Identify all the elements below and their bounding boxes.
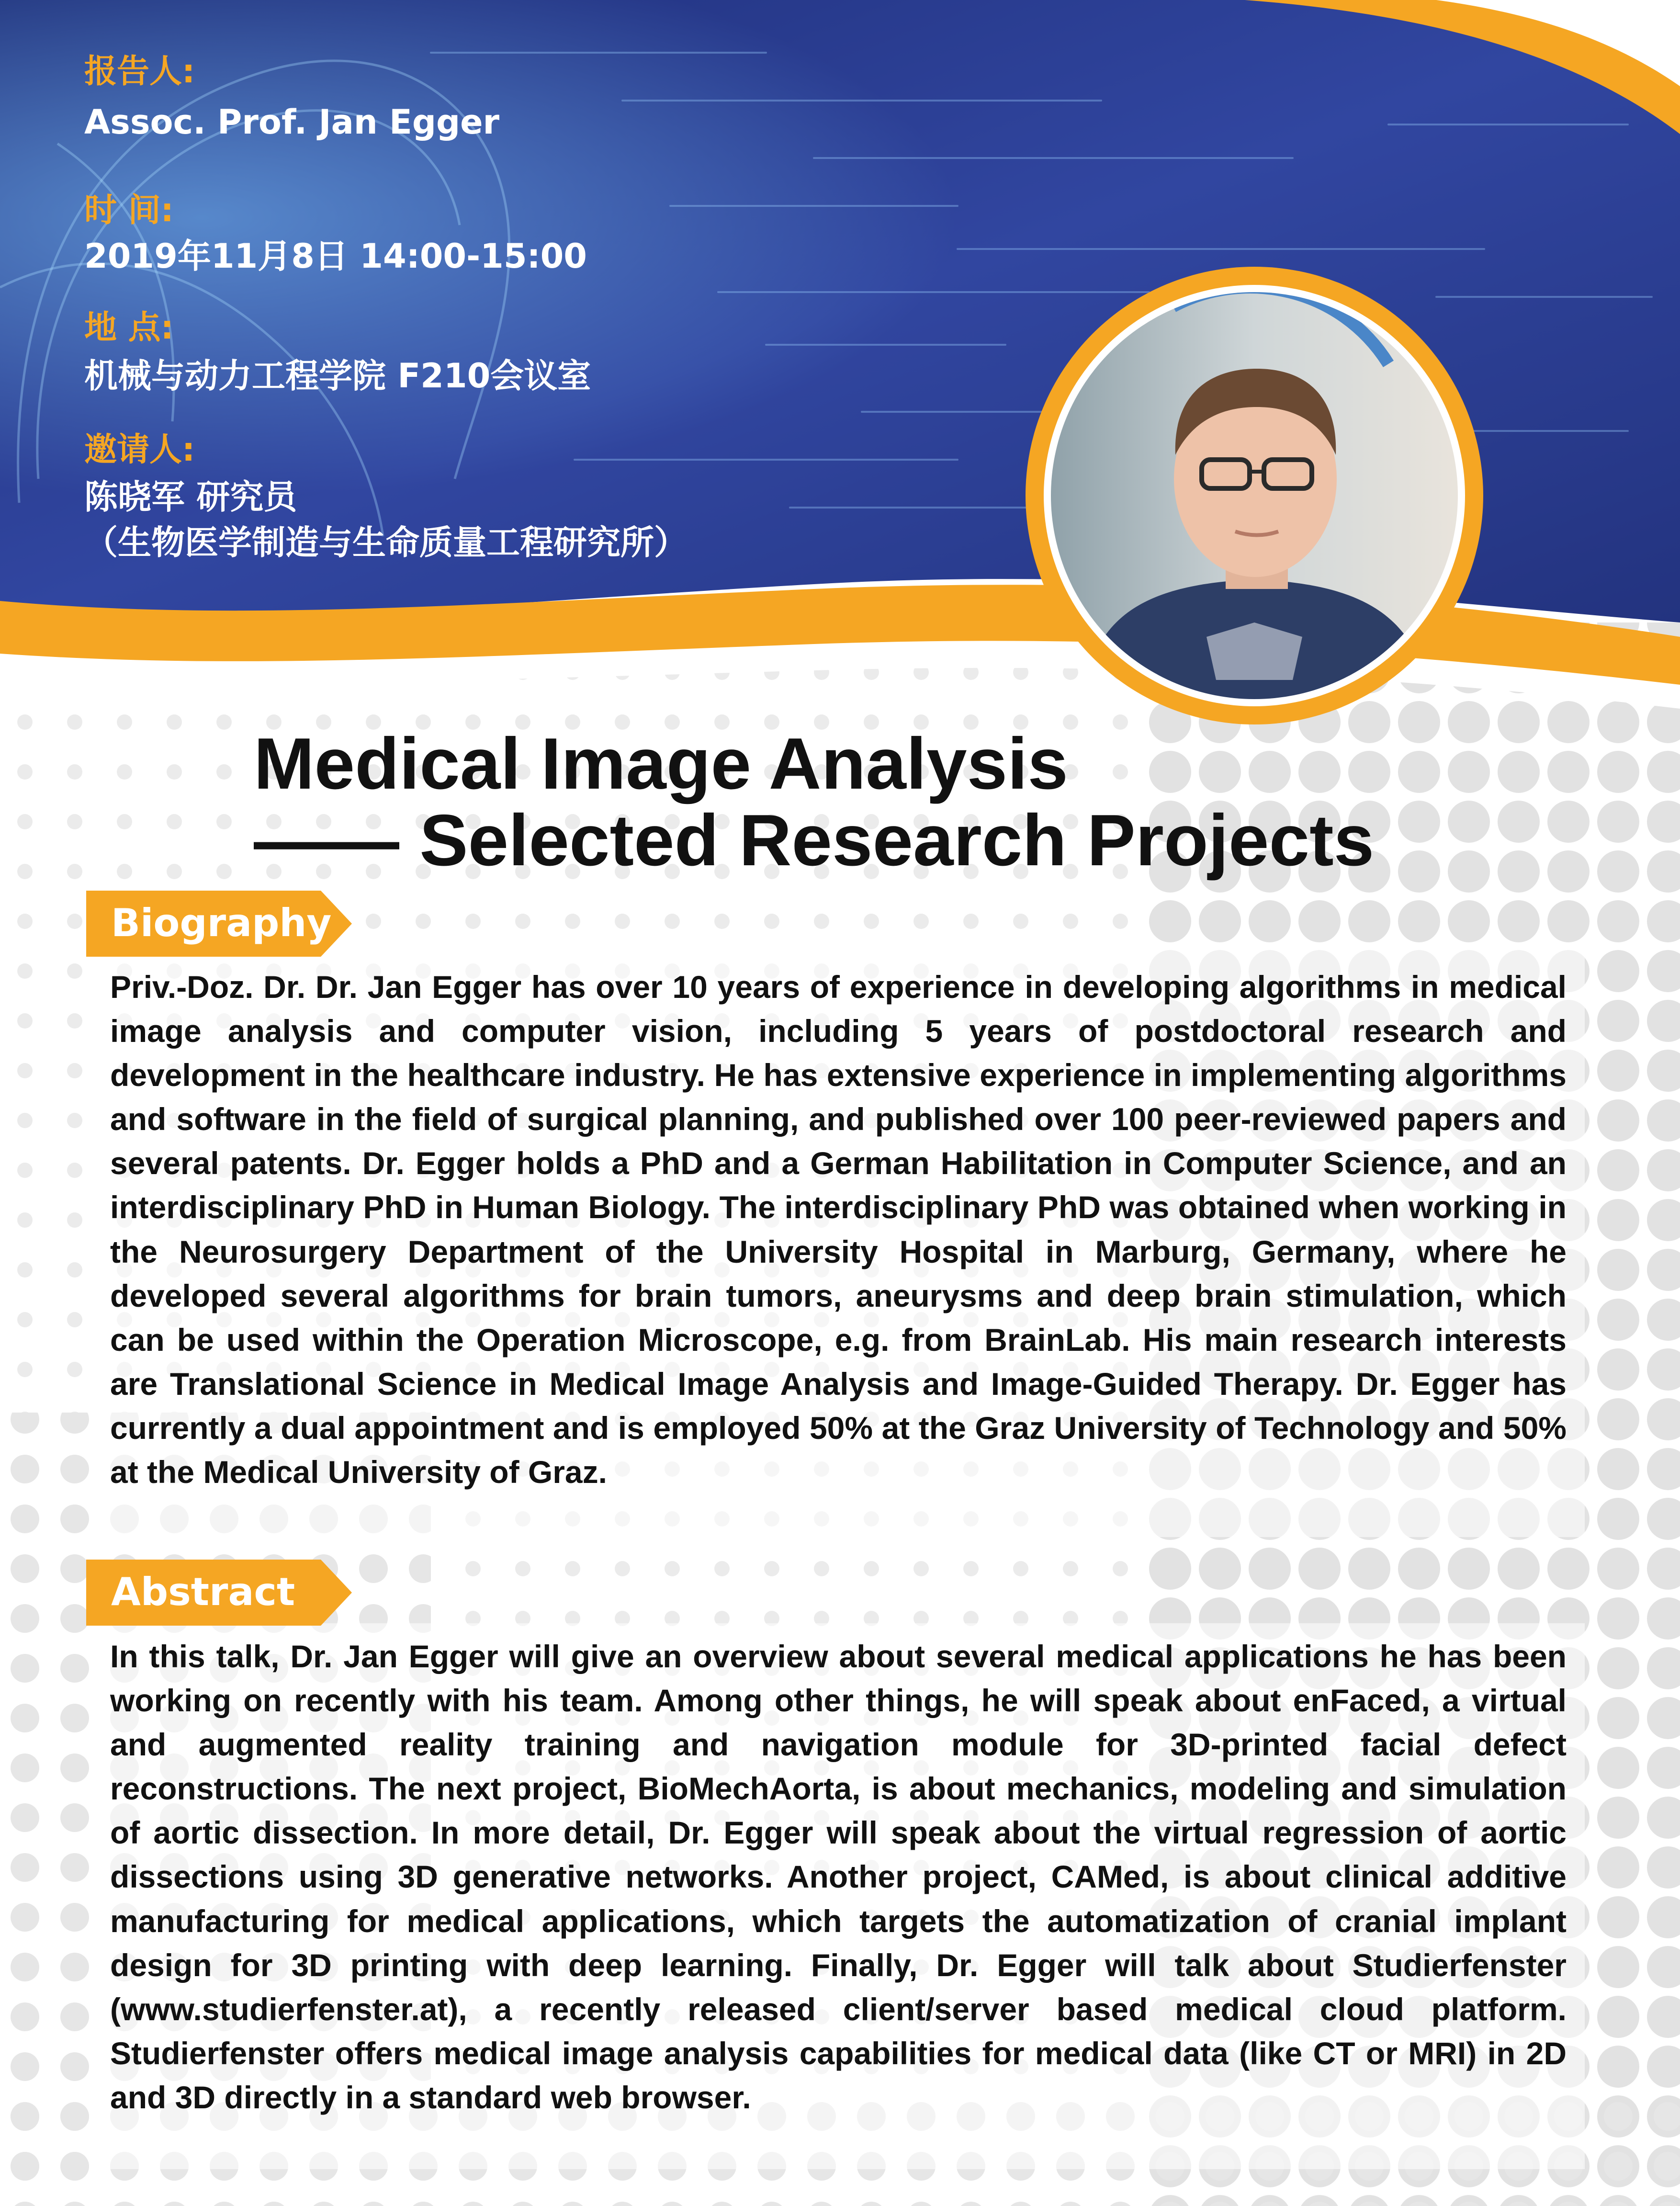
inviter-institute: （生物医学制造与生命质量工程研究所）: [84, 523, 688, 562]
time-value: 2019年11月8日 14:00-15:00: [84, 237, 587, 276]
abstract-section-tag: [86, 1560, 354, 1626]
venue-value: 机械与动力工程学院 F210会议室: [84, 356, 591, 396]
speaker-name: Assoc. Prof. Jan Egger: [84, 102, 500, 142]
venue-label: 地 点:: [84, 309, 174, 347]
speaker-photo: [1026, 267, 1483, 724]
abstract-text: In this talk, Dr. Jan Egger will give an overview about several medical applications he has been working on recently with his team. Among other things, he will speak about enFaced, a virtual and augmented reality training and navigation module for 3D-printed facial defect reconstructions. The next project, BioMechAorta, is about mechanics, modeling and simulation of aortic dissection. In more detail, Dr. Egger will speak about the virtual regression of aortic dissections using 3D generative networks. Another project, CAMed, is about clinical additive manufacturing for medical applications, which targets the automatization of cranial implant design for 3D printing with deep learning. Finally, Dr. Egger will talk about Studierfenster (www.studierfenster.at), a recently released client/server based medical cloud platform. Studierfenster offers medical image analysis capabilities for medical data (like CT or MRI) in 2D and 3D directly in a standard web browser.: [110, 1639, 1567, 2115]
biography-text: Priv.-Doz. Dr. Dr. Jan Egger has over 10 years of experience in developing algorithms in medical image analysis and computer vision, including 5 years of postdoctoral research and development in the healthcare industry. He has extensive experience in implementing algorithms and software in the field of surgical planning, and published over 100 peer-reviewed papers and several patents. Dr. Egger holds a PhD and a German Habilitation in Computer Science, and an interdisciplinary PhD in Human Biology. The interdisciplinary PhD was obtained when working in the Neurosurgery Department of the University Hospital in Marburg, Germany, where he developed several algorithms for brain tumors, aneurysms and deep brain stimulation, which can be used within the Operation Microscope, e.g. from BrainLab. His main research interests are Translational Science in Medical Image Analysis and Image-Guided Therapy. Dr. Egger has currently a dual appointment and is employed 50% at the Graz University of Technology and 50% at the Medical University of Graz.: [110, 969, 1567, 1490]
time-label: 时 间:: [84, 192, 174, 229]
inviter-label: 邀请人:: [84, 431, 195, 469]
abstract-heading: Abstract: [111, 1570, 295, 1614]
talk-title-line-2: —— Selected Research Projects: [254, 800, 1375, 881]
inviter-name: 陈晓军 研究员: [84, 477, 297, 517]
talk-title-line-1: Medical Image Analysis: [254, 723, 1068, 804]
speaker-label: 报告人:: [84, 53, 195, 91]
biography-section-tag: [86, 891, 354, 957]
biography-heading: Biography: [111, 901, 332, 945]
